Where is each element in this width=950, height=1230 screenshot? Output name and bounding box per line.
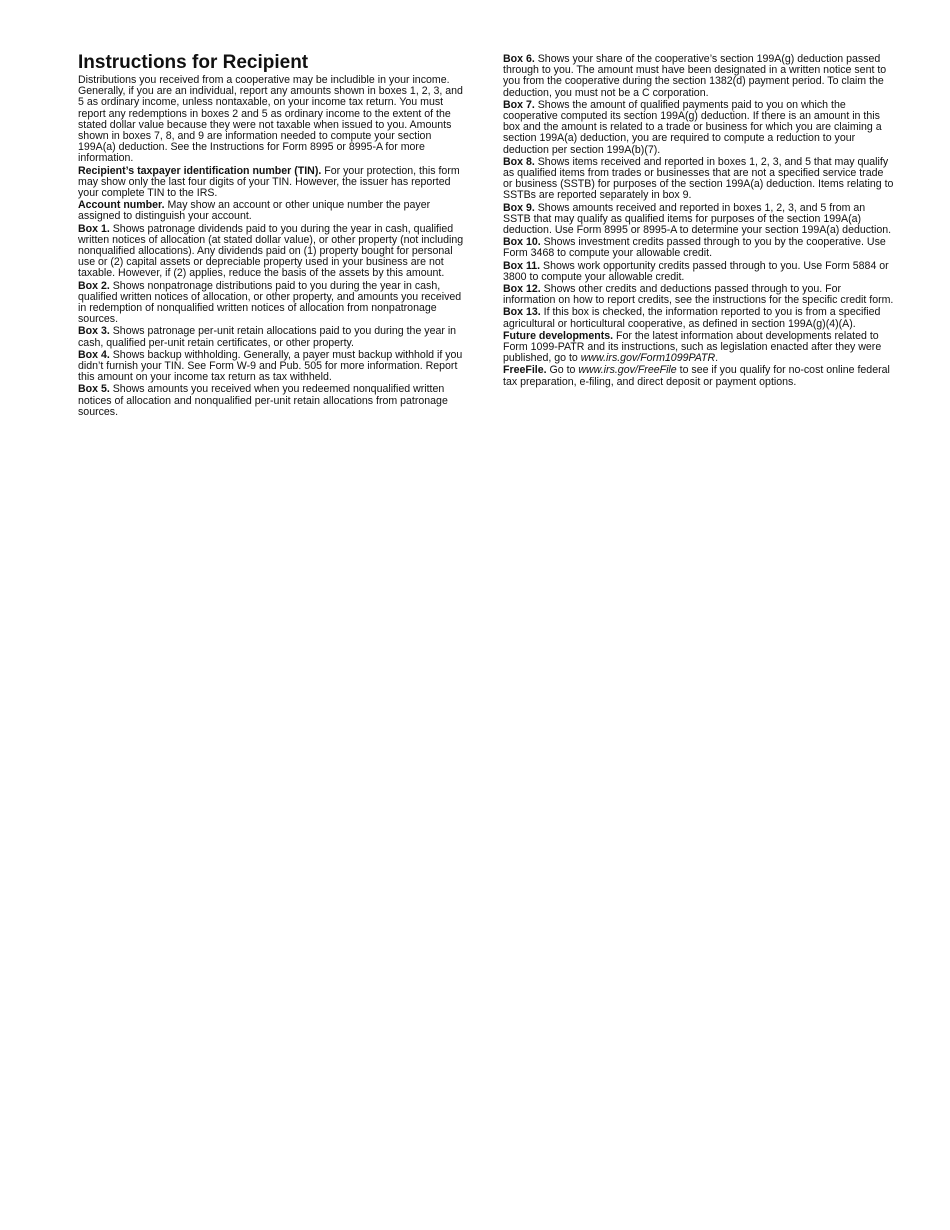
- instruction-item: [503, 203, 895, 237]
- item-heading: FreeFile.: [503, 364, 547, 377]
- item-heading: Future developments.: [503, 329, 614, 342]
- item-heading: Box 10.: [503, 236, 541, 249]
- item-heading: Box 2.: [78, 279, 110, 292]
- freefile: [503, 365, 895, 387]
- page-title: Instructions for Recipient: [78, 52, 309, 73]
- freefile-url-link[interactable]: www.irs.gov/FreeFile: [578, 364, 677, 377]
- item-text: If this box is checked, the information reported to you is from a specified agricultural or horticultural cooperative, as defined in section 199A(g)(4)(A).: [503, 306, 881, 330]
- item-text: Shows patronage per-unit retain allocations paid to you during the year in cash, qualified per-unit retain certificates, or other property.: [78, 325, 457, 349]
- item-text: Shows patronage dividends paid to you during the year in cash, qualified written notices of allocation (at stated dollar value), or other property (not including nonqualified allocations). Any dividends paid on (1) property bought for personal use or (2) capital assets or depreciable property used in your business are not taxable. However, if (2) applies, reduce the basis of the assets by this amount.: [78, 222, 464, 280]
- left-column: [78, 52, 470, 419]
- item-heading: Box 4.: [78, 348, 110, 361]
- item-heading: Box 8.: [503, 155, 535, 168]
- item-text: Shows other credits and deductions passed through to you. For information on how to report credits, see the instructions for the specific credit form.: [503, 283, 894, 307]
- instruction-item: [78, 224, 470, 280]
- item-text: Shows items received and reported in boxes 1, 2, 3, and 5 that may qualify as qualified items from trades or businesses that are not a specified service trade or business (SSTB) for purposes of the section 199A(a) deduction. Items relating to SSTBs are reported separately in box 9.: [503, 155, 894, 202]
- item-heading: Box 11.: [503, 259, 541, 272]
- item-heading: Box 5.: [78, 383, 110, 396]
- item-text: Shows nonpatronage distributions paid to you during the year in cash, qualified written notices of allocation, or other property, and amounts you received in redemption of nonqualified written notices of allocation from nonpatronage sources.: [78, 279, 462, 326]
- item-heading: Box 1.: [78, 222, 110, 235]
- instruction-item: [78, 166, 470, 200]
- item-text: Shows the amount of qualified payments paid to you on which the cooperative computed its section 199A(g) deduction. If there is an amount in this box and the amount is related to a trade or business for which you are claiming a section 199A(a) deduction, you are required to compute a reduction to your deduction per section 199A(b)(7).: [503, 98, 882, 156]
- intro-paragraph: Distributions you received from a cooperative may be includible in your income. Generally, if you are an individual, report any amounts shown in boxes 1, 2, 3, and 5 as ordinary income, unless nontaxable, on your income tax return. You must report any redemptions in boxes 2 and 5 as ordinary income to the extent of the stated dollar value because they were not taxable when issued to you. Amounts shown in boxes 7, 8, and 9 are information needed to compute your section 199A(a) deduction. See the Instructions for Form 8995 or 8995-A for more information.: [78, 74, 463, 165]
- left-items: [78, 166, 470, 418]
- item-heading: Box 13.: [503, 306, 541, 319]
- instruction-item: [503, 54, 895, 99]
- instruction-item: [78, 326, 470, 348]
- item-heading: Box 3.: [78, 325, 110, 338]
- item-text: Shows your share of the cooperative’s section 199A(g) deduction passed through to you. The amount must have been designated in a written notice sent to you from the cooperative during the section 1382(d) payment period. To claim the deduction, you must not be a C corporation.: [503, 53, 887, 99]
- future-developments: [503, 331, 895, 365]
- instruction-item: [503, 237, 895, 259]
- instruction-item: [78, 200, 470, 222]
- item-heading: Recipient’s taxpayer identification number (TIN).: [78, 164, 322, 177]
- item-heading: Account number.: [78, 199, 165, 212]
- item-text: Shows backup withholding. Generally, a payer must backup withhold if you didn’t furnish your TIN. See Form W-9 and Pub. 505 for more information. Report this amount on your income tax return as tax withheld.: [78, 348, 463, 384]
- item-text: Shows amounts received and reported in boxes 1, 2, 3, and 5 from an SSTB that may qualify as qualified items for purposes of the section 199A(a) deduction. Use Form 8995 or 8995-A to determine your section 199A(a) deduction.: [503, 201, 892, 237]
- right-column: [503, 54, 895, 389]
- instruction-item: [503, 284, 895, 306]
- instruction-item: [78, 350, 470, 384]
- instruction-item: [503, 100, 895, 156]
- item-text: Shows work opportunity credits passed through to you. Use Form 5884 or 3800 to compute your allowable credit.: [503, 259, 889, 283]
- item-text: Shows amounts you received when you redeemed nonqualified written notices of allocation and nonqualified per-unit retain allocations from patronage sources.: [78, 383, 448, 418]
- instruction-item: [503, 307, 895, 329]
- instruction-item: [503, 261, 895, 283]
- instruction-item: [503, 157, 895, 202]
- item-text: For the latest information about developments related to Form 1099-PATR and its instructions, such as legislation enacted after they were published, go to: [503, 329, 882, 365]
- item-text: For your protection, this form may show only the last four digits of your TIN. However, the issuer has reported your complete TIN to the IRS.: [78, 164, 460, 200]
- form-url-link[interactable]: www.irs.gov/Form1099PATR: [580, 352, 716, 365]
- item-heading: Box 7.: [503, 98, 535, 111]
- item-text: Shows investment credits passed through to you by the cooperative. Use Form 3468 to compute your allowable credit.: [503, 236, 886, 260]
- item-text: May show an account or other unique number the payer assigned to distinguish your account.: [78, 199, 431, 223]
- item-text-end: .: [715, 352, 719, 365]
- item-heading: Box 9.: [503, 201, 535, 214]
- item-heading: Box 12.: [503, 283, 541, 296]
- item-heading: Box 6.: [503, 53, 535, 65]
- item-text-pre: Go to: [546, 364, 579, 377]
- instruction-item: [78, 281, 470, 326]
- instruction-item: [78, 384, 470, 418]
- item-text: to see if you qualify for no-cost online federal tax preparation, e-filing, and direct deposit or payment options.: [503, 364, 890, 388]
